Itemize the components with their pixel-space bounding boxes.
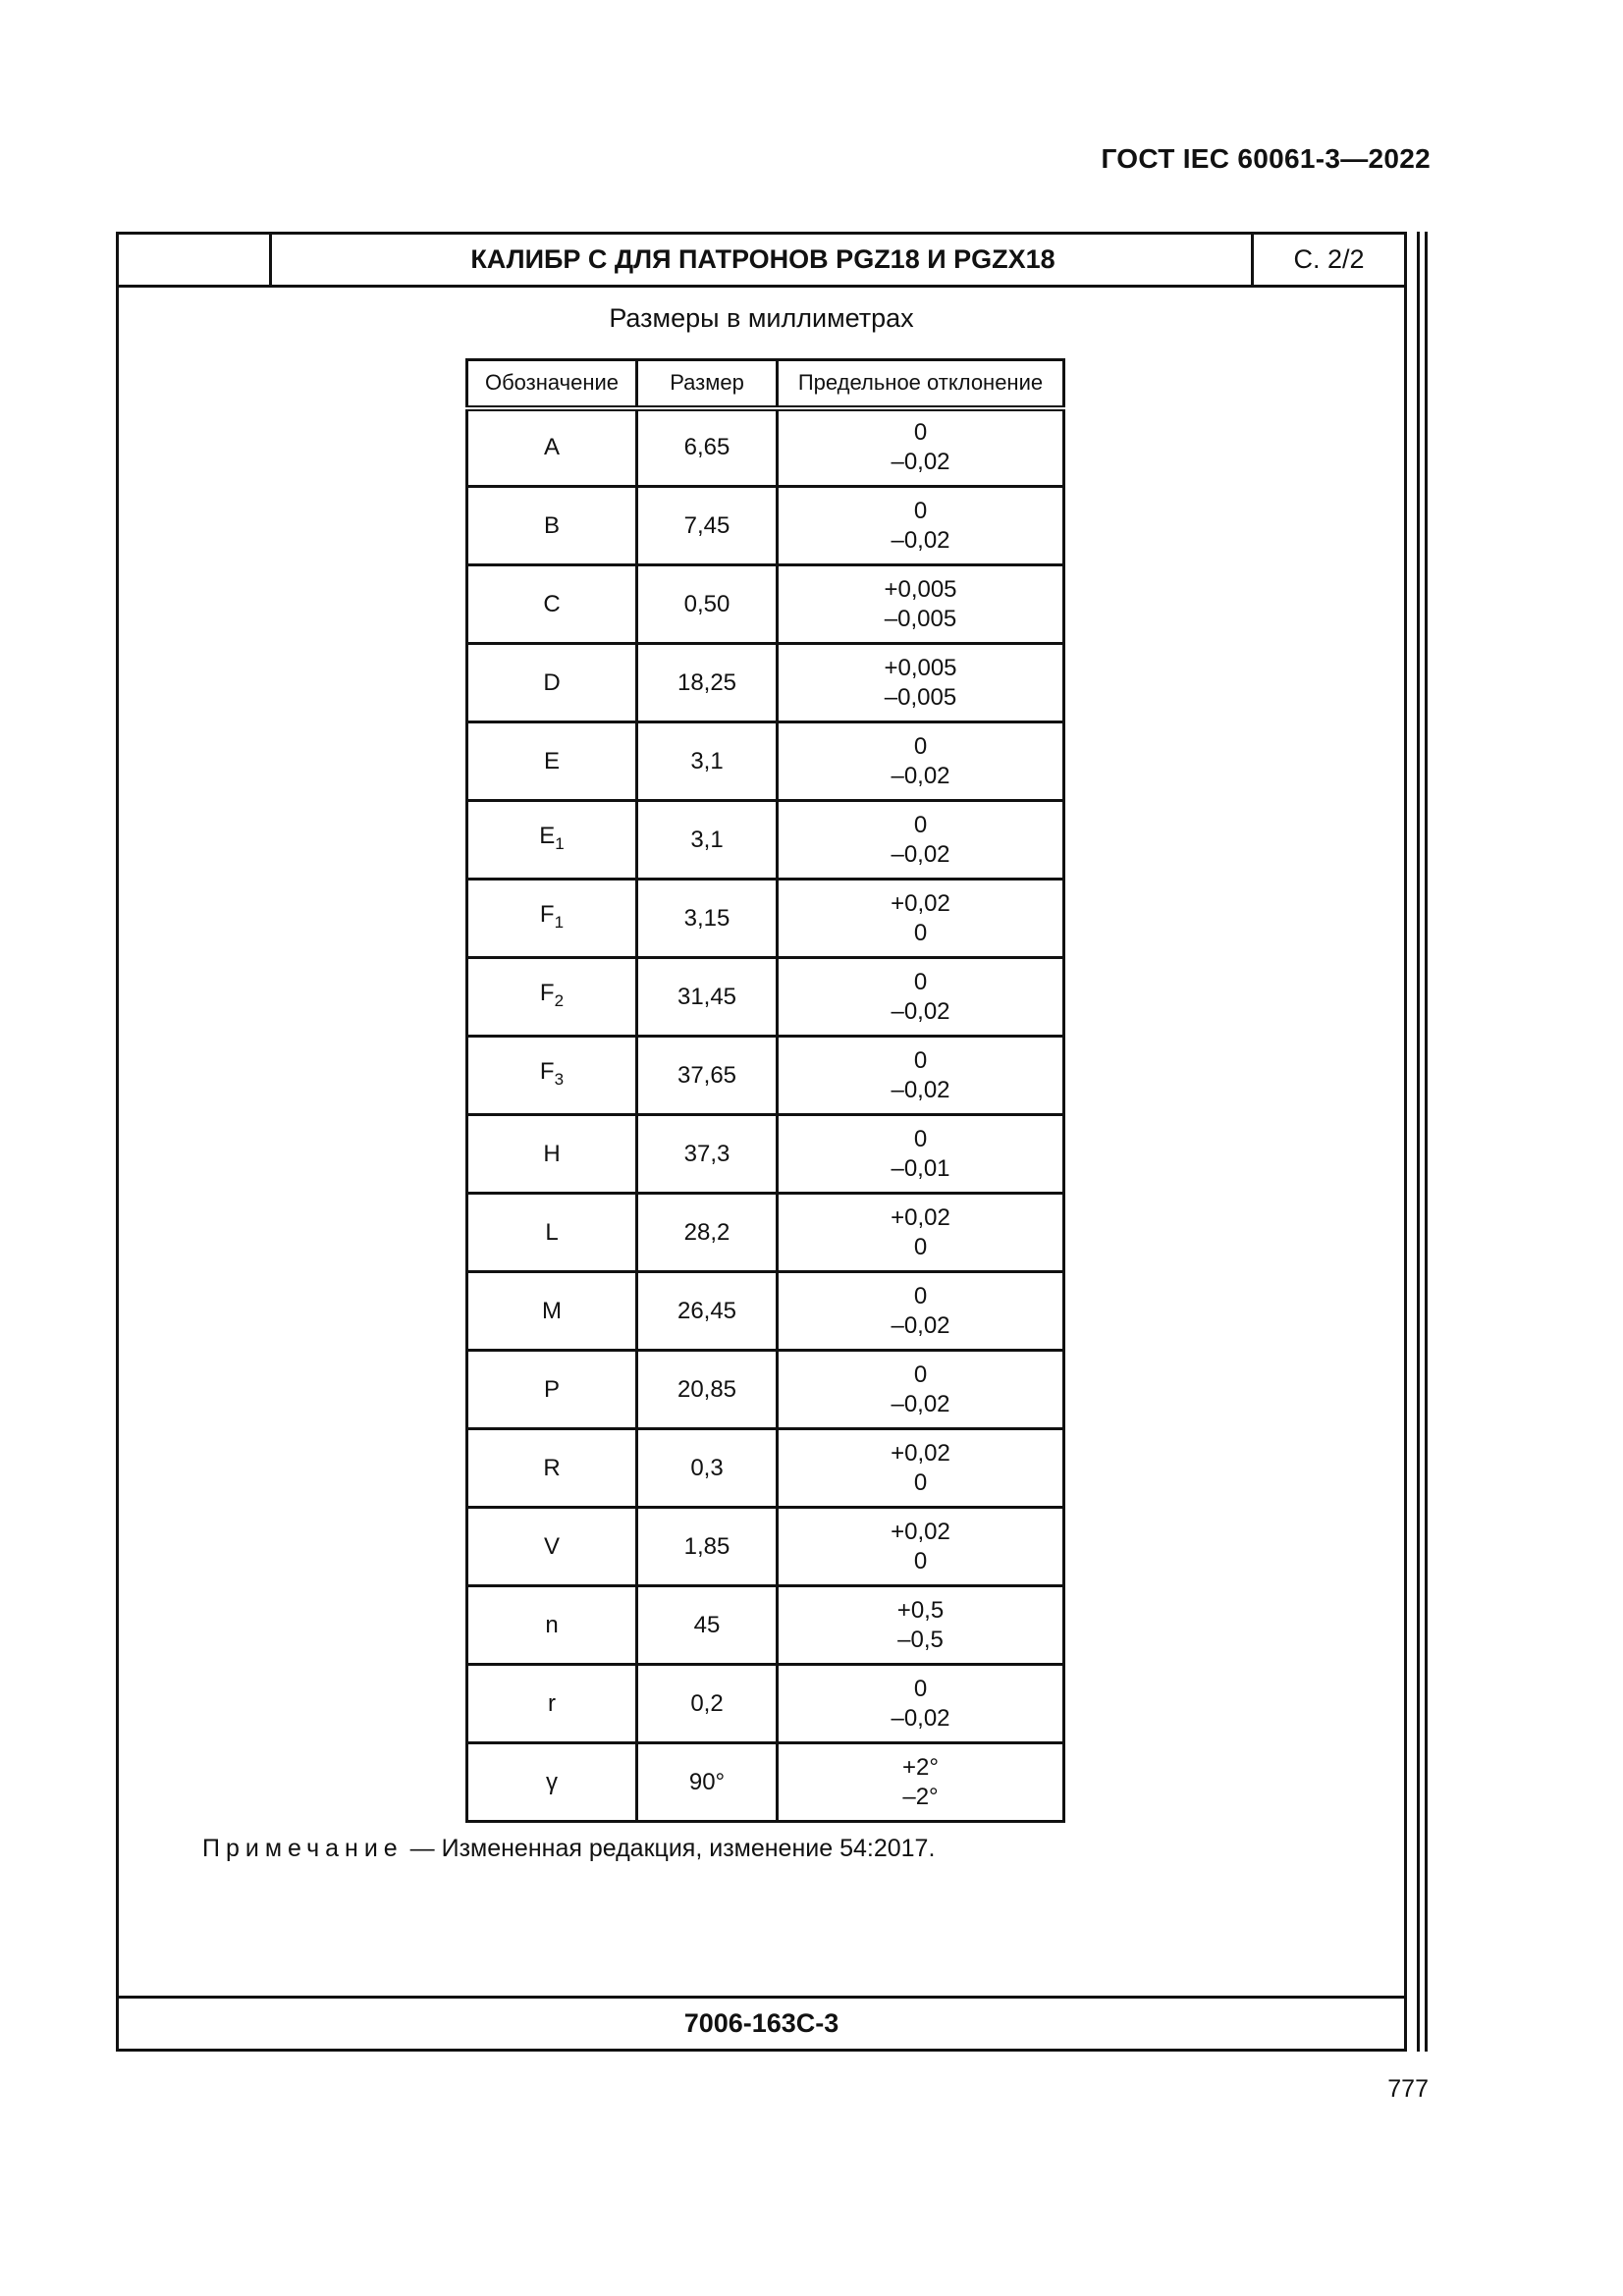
- frame-margin-rule: [1425, 232, 1428, 2052]
- deviation-cell: [778, 1743, 1064, 1822]
- upper-deviation: 0: [913, 732, 928, 760]
- designation-cell: [467, 1272, 637, 1351]
- note-label: Примечание: [202, 1835, 404, 1862]
- designation-cell: [467, 1115, 637, 1194]
- upper-deviation: +0,005: [884, 654, 957, 681]
- size-cell: 37,65: [637, 1037, 778, 1115]
- lower-deviation: 0: [913, 919, 928, 946]
- designation-cell: [467, 1194, 637, 1272]
- designation-symbol: E: [539, 822, 556, 849]
- deviation-cell: [778, 1272, 1064, 1351]
- table-body: [467, 408, 1064, 1822]
- table-row: [467, 880, 1064, 958]
- table-row: [467, 644, 1064, 722]
- designation-cell: [467, 487, 637, 565]
- page-number: 777: [1387, 2075, 1429, 2103]
- standard-designation: ГОСТ IEC 60061-3—2022: [1101, 143, 1431, 174]
- deviation-cell: [778, 1037, 1064, 1115]
- designation-cell: [467, 565, 637, 644]
- size-cell: 3,1: [637, 801, 778, 880]
- designation-subscript: 3: [554, 1069, 565, 1089]
- designation-symbol: γ: [546, 1768, 558, 1795]
- sheet-page-indicator: С. 2/2: [1251, 235, 1404, 285]
- table-row: [467, 1508, 1064, 1586]
- deviation-cell: [778, 801, 1064, 880]
- size-cell: 0,2: [637, 1665, 778, 1743]
- designation-symbol: V: [543, 1532, 560, 1560]
- designation-cell: [467, 1429, 637, 1508]
- deviation-cell: [778, 1194, 1064, 1272]
- deviation-cell: [778, 1115, 1064, 1194]
- upper-deviation: 0: [913, 811, 928, 838]
- deviation-cell: [778, 565, 1064, 644]
- size-cell: 45: [637, 1586, 778, 1665]
- size-cell: 28,2: [637, 1194, 778, 1272]
- dimensions-table: [465, 358, 1065, 1823]
- lower-deviation: –0,02: [891, 762, 950, 789]
- note-text: — Измененная редакция, изменение 54:2017.: [403, 1835, 936, 1862]
- designation-symbol: D: [543, 668, 561, 696]
- size-cell: 18,25: [637, 644, 778, 722]
- table-row: [467, 801, 1064, 880]
- upper-deviation: 0: [913, 1282, 928, 1309]
- table-row: [467, 1743, 1064, 1822]
- deviation-cell: [778, 1429, 1064, 1508]
- designation-symbol: C: [543, 590, 561, 617]
- designation-cell: [467, 1037, 637, 1115]
- upper-deviation: +0,02: [891, 889, 950, 917]
- lower-deviation: –0,02: [891, 1390, 950, 1417]
- lower-deviation: 0: [913, 1233, 928, 1260]
- column-header-deviation: Предельное отклонение: [778, 360, 1064, 408]
- upper-deviation: 0: [913, 1675, 928, 1702]
- designation-symbol: E: [543, 747, 560, 774]
- designation-cell: [467, 801, 637, 880]
- upper-deviation: +0,02: [891, 1439, 950, 1467]
- lower-deviation: –0,02: [891, 1311, 950, 1339]
- designation-cell: [467, 408, 637, 487]
- designation-cell: [467, 644, 637, 722]
- table-row: [467, 1037, 1064, 1115]
- table-row: [467, 1665, 1064, 1743]
- lower-deviation: 0: [913, 1468, 928, 1496]
- deviation-cell: [778, 1508, 1064, 1586]
- column-header-designation: Обозначение: [467, 360, 637, 408]
- upper-deviation: +0,005: [884, 575, 957, 603]
- size-cell: 20,85: [637, 1351, 778, 1429]
- upper-deviation: 0: [913, 1046, 928, 1074]
- frame-margin-rule: [1417, 232, 1420, 2052]
- designation-cell: [467, 1586, 637, 1665]
- designation-symbol: r: [548, 1689, 556, 1717]
- table-row: [467, 722, 1064, 801]
- table-row: [467, 1429, 1064, 1508]
- table-row: [467, 1272, 1064, 1351]
- designation-symbol: H: [543, 1140, 561, 1167]
- size-cell: 31,45: [637, 958, 778, 1037]
- designation-cell: [467, 880, 637, 958]
- designation-subscript: 1: [555, 833, 565, 853]
- upper-deviation: +0,02: [891, 1518, 950, 1545]
- size-cell: 3,1: [637, 722, 778, 801]
- title-block-empty-cell: [119, 235, 272, 285]
- column-header-size: Размер: [637, 360, 778, 408]
- designation-symbol: P: [543, 1375, 560, 1403]
- designation-symbol: M: [542, 1297, 562, 1324]
- designation-symbol: L: [545, 1218, 559, 1246]
- designation-symbol: n: [545, 1611, 559, 1638]
- designation-subscript: 2: [554, 990, 565, 1010]
- upper-deviation: 0: [913, 1361, 928, 1388]
- designation-symbol: F: [539, 979, 555, 1006]
- deviation-cell: [778, 880, 1064, 958]
- upper-deviation: 0: [913, 1125, 928, 1152]
- size-cell: 26,45: [637, 1272, 778, 1351]
- size-cell: 7,45: [637, 487, 778, 565]
- size-cell: 37,3: [637, 1115, 778, 1194]
- designation-symbol: F: [539, 1057, 555, 1085]
- table-row: [467, 408, 1064, 487]
- designation-subscript: 1: [554, 912, 565, 932]
- table-row: [467, 1194, 1064, 1272]
- upper-deviation: 0: [913, 968, 928, 995]
- units-caption: Размеры в миллиметрах: [609, 303, 914, 333]
- note: [202, 1835, 935, 1863]
- designation-symbol: A: [543, 434, 560, 461]
- deviation-cell: [778, 722, 1064, 801]
- deviation-cell: [778, 644, 1064, 722]
- size-cell: 6,65: [637, 408, 778, 487]
- lower-deviation: –0,02: [891, 449, 950, 476]
- deviation-cell: [778, 1586, 1064, 1665]
- upper-deviation: +2°: [902, 1753, 939, 1781]
- size-cell: 0,50: [637, 565, 778, 644]
- sheet-title: КАЛИБР С ДЛЯ ПАТРОНОВ PGZ18 И PGZX18: [470, 244, 1055, 274]
- designation-cell: [467, 722, 637, 801]
- lower-deviation: –2°: [902, 1783, 939, 1810]
- lower-deviation: –0,01: [891, 1154, 950, 1182]
- size-cell: 0,3: [637, 1429, 778, 1508]
- deviation-cell: [778, 1665, 1064, 1743]
- table-row: [467, 1586, 1064, 1665]
- deviation-cell: [778, 487, 1064, 565]
- designation-symbol: R: [543, 1454, 561, 1481]
- deviation-cell: [778, 408, 1064, 487]
- table-row: [467, 958, 1064, 1037]
- table-row: [467, 487, 1064, 565]
- deviation-cell: [778, 1351, 1064, 1429]
- lower-deviation: –0,005: [884, 605, 957, 632]
- upper-deviation: +0,5: [896, 1596, 945, 1624]
- lower-deviation: –0,005: [884, 683, 957, 711]
- title-block: [119, 235, 1404, 288]
- lower-deviation: –0,02: [891, 526, 950, 554]
- lower-deviation: –0,5: [897, 1626, 944, 1653]
- lower-deviation: 0: [913, 1547, 928, 1575]
- upper-deviation: +0,02: [891, 1203, 950, 1231]
- upper-deviation: 0: [913, 419, 928, 447]
- designation-symbol: F: [539, 900, 555, 928]
- sheet-frame: [116, 232, 1407, 2052]
- table-row: [467, 565, 1064, 644]
- size-cell: 1,85: [637, 1508, 778, 1586]
- lower-deviation: –0,02: [891, 840, 950, 868]
- designation-cell: [467, 1508, 637, 1586]
- designation-cell: [467, 958, 637, 1037]
- designation-cell: [467, 1351, 637, 1429]
- size-cell: 90°: [637, 1743, 778, 1822]
- table-row: [467, 1351, 1064, 1429]
- size-cell: 3,15: [637, 880, 778, 958]
- designation-cell: [467, 1665, 637, 1743]
- upper-deviation: 0: [913, 497, 928, 524]
- sheet-code: 7006-163С-3: [119, 1996, 1404, 2049]
- designation-cell: [467, 1743, 637, 1822]
- deviation-cell: [778, 958, 1064, 1037]
- lower-deviation: –0,02: [891, 997, 950, 1025]
- lower-deviation: –0,02: [891, 1704, 950, 1732]
- table-header-row: [467, 360, 1064, 408]
- lower-deviation: –0,02: [891, 1076, 950, 1103]
- table-row: [467, 1115, 1064, 1194]
- designation-symbol: B: [543, 511, 560, 539]
